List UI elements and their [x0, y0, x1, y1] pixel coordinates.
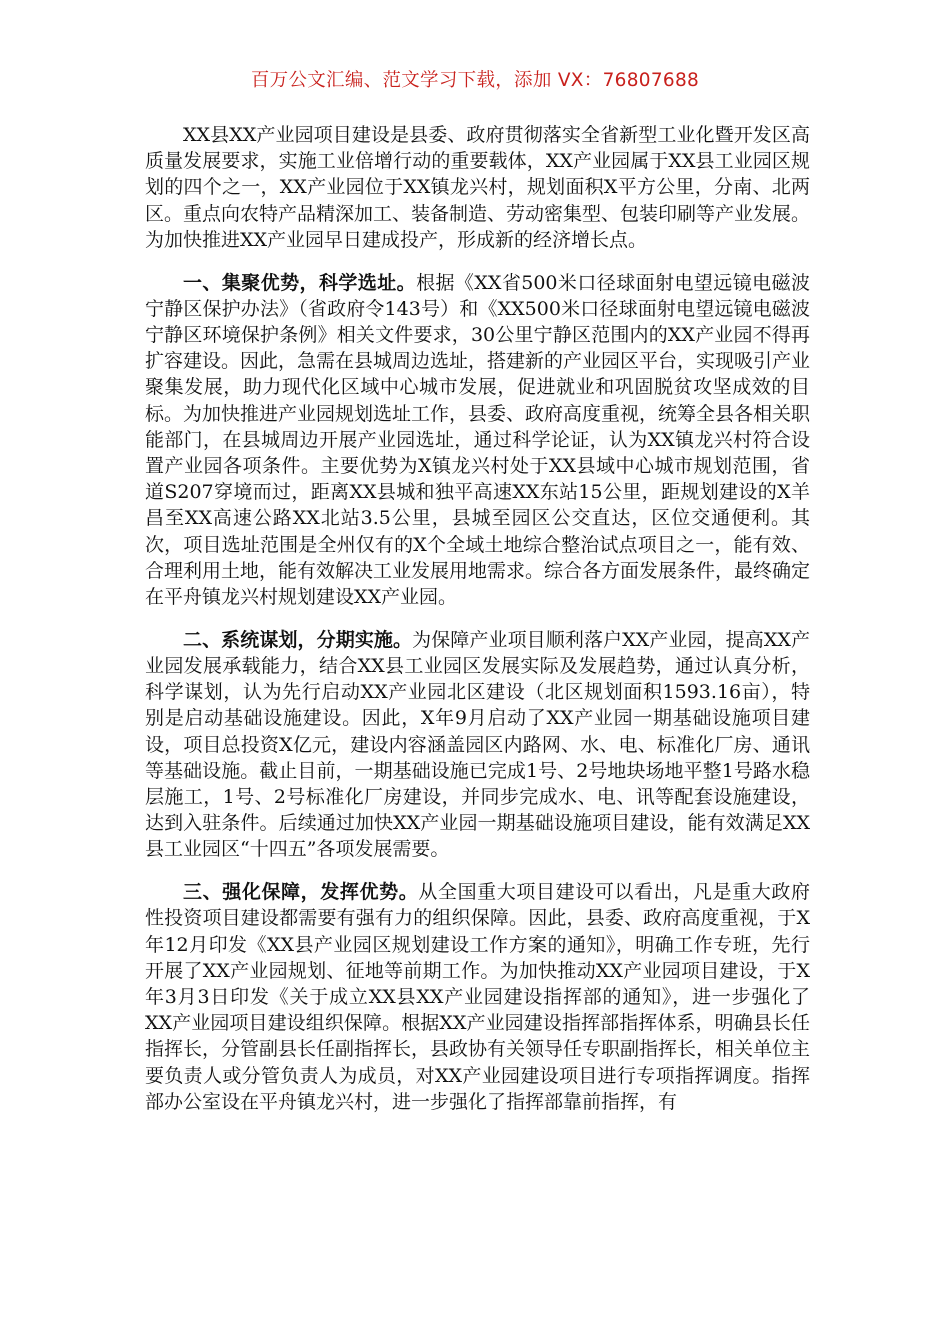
paragraph-text: 从全国重大项目建设可以看出，凡是重大政府性投资项目建设都需要有强有力的组织保障。因此，县委、政府高度重视，于X年12月印发《XX县产业园区规划建设工作方案的通知》，明确工作专班，先行开展了XX产业园规划、征地等前期工作。为加快推动XX产业园项目建设，于X年3月3日印发《关于成立XX县XX产业园建设指挥部的通知》，进一步强化了XX产业园项目建设组织保障。根据XX产业园建设指挥部指挥体系，明确县长任指挥长，分管副县长任副指挥长，县政协有关领导任专职副指挥长，相关单位主要负责人或分管负责人为成员，对XX产业园建设项目进行专项指挥调度。指挥部办公室设在平舟镇龙兴村，进一步强化了指挥部靠前指挥，有: [145, 881, 811, 1113]
paragraph-intro: [145, 122, 810, 253]
paragraph-text: XX县XX产业园项目建设是县委、政府贯彻落实全省新型工业化暨开发区高质量发展要求，实施工业倍增行动的重要载体，XX产业园属于XX县工业园区规划的四个之一，XX产业园位于XX镇龙兴村，规划面积X平方公里，分南、北两区。重点向农特产品精深加工、装备制造、劳动密集型、包装印刷等产业发展。为加快推进XX产业园早日建成投产，形成新的经济增长点。: [145, 124, 811, 251]
paragraph-text: 为保障产业项目顺利落户XX产业园，提高XX产业园发展承载能力，结合XX县工业园区发展实际及发展趋势，通过认真分析，科学谋划，认为先行启动XX产业园北区建设（北区规划面积1593.16亩），特别是启动基础设施建设。因此，X年9月启动了XX产业园一期基础设施项目建设，项目总投资X亿元，建设内容涵盖园区内路网、水、电、标准化厂房、通讯等基础设施。截止目前，一期基础设施已完成1号、2号地块场地平整1号路水稳层施工，1号、2号标准化厂房建设，并同步完成水、电、讯等配套设施建设，达到入驻条件。后续通过加快XX产业园一期基础设施项目建设，能有效满足XX县工业园区“十四五”各项发展需要。: [145, 628, 810, 861]
paragraph-section-1: [145, 270, 810, 611]
section-heading: 一、集聚优势，科学选址。: [183, 271, 417, 294]
document-body: [145, 122, 810, 1115]
paragraph-section-2: [145, 627, 810, 863]
paragraph-section-3: [145, 879, 810, 1115]
watermark-header: 百万公文汇编、范文学习下载，添加 VX：76807688: [250, 70, 700, 91]
section-heading: 三、强化保障，发挥优势。: [183, 881, 419, 904]
paragraph-text: 根据《XX省500米口径球面射电望远镜电磁波宁静区保护办法》（省政府令143号）和《XX500米口径球面射电望远镜电磁波宁静区环境保护条例》相关文件要求，30公里宁静区范围内的XX产业园不得再扩容建设。因此，急需在县城周边选址，搭建新的产业园区平台，实现吸引产业聚集发展，助力现代化区域中心城市发展，促进就业和巩固脱贫攻坚成效的目标。为加快推进产业园规划选址工作，县委、政府高度重视，统筹全县各相关职能部门，在县城周边开展产业园选址，通过科学论证，认为XX镇龙兴村符合设置产业园各项条件。主要优势为X镇龙兴村处于XX县域中心城市规划范围，省道S207穿境而过，距离XX县城和独平高速XX东站15公里，距规划建设的X羊昌至XX高速公路XX北站3.5公里，县城至园区公交直达，区位交通便利。其次，项目选址范围是全州仅有的X个全域土地综合整治试点项目之一，能有效、合理利用土地，能有效解决工业发展用地需求。综合各方面发展条件，最终确定在平舟镇龙兴村规划建设XX产业园。: [145, 271, 811, 609]
section-heading: 二、系统谋划，分期实施。: [183, 628, 413, 651]
